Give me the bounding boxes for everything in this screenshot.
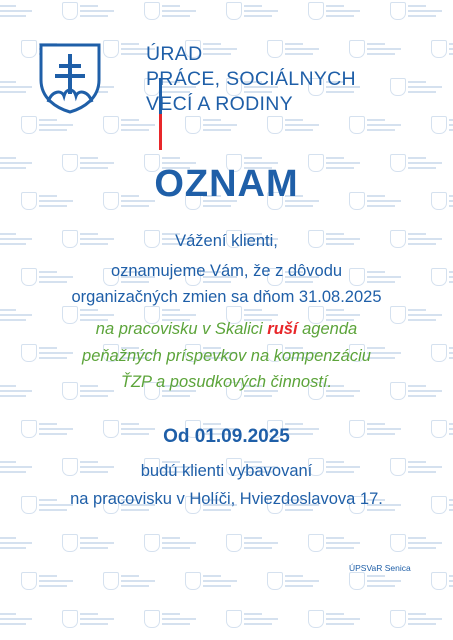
watermark-logo bbox=[62, 2, 120, 22]
watermark-logo bbox=[226, 2, 284, 22]
watermark-logo bbox=[390, 2, 448, 22]
watermark-logo bbox=[185, 572, 243, 592]
watermark-logo bbox=[226, 610, 284, 630]
watermark-logo bbox=[390, 610, 448, 630]
watermark-logo bbox=[308, 2, 366, 22]
watermark-logo bbox=[144, 2, 202, 22]
notice-text-line: organizačných zmien sa dňom 31.08.2025 bbox=[71, 288, 382, 306]
watermark-logo bbox=[308, 534, 366, 554]
watermark-logo bbox=[21, 572, 79, 592]
watermark-logo bbox=[0, 610, 38, 630]
header bbox=[38, 40, 418, 152]
notice-text-line: peňažných príspevkov na kompenzáciu bbox=[82, 347, 371, 365]
notice-text-part: na pracovisku v Skalici bbox=[95, 320, 268, 338]
notice-text-line: na pracovisku v Holíči, Hviezdoslavova 17. bbox=[70, 490, 383, 508]
slovak-coat-of-arms-icon bbox=[38, 42, 102, 114]
signature: ÚPSVaR Senica bbox=[349, 563, 411, 573]
org-name bbox=[146, 42, 356, 117]
effective-date: Od 01.09.2025 bbox=[163, 426, 290, 447]
watermark-logo bbox=[390, 534, 448, 554]
watermark-logo bbox=[0, 2, 38, 22]
notice-text-line: budú klienti vybavovaní bbox=[140, 462, 313, 480]
watermark-logo bbox=[349, 572, 407, 592]
greeting: Vážení klienti, bbox=[175, 232, 278, 250]
org-name-line: VECÍ A RODINY bbox=[146, 93, 293, 115]
watermark-logo bbox=[0, 534, 38, 554]
watermark-logo bbox=[431, 40, 453, 60]
watermark-logo bbox=[0, 78, 38, 98]
watermark-logo bbox=[103, 572, 161, 592]
watermark-logo bbox=[308, 610, 366, 630]
watermark-logo bbox=[267, 572, 325, 592]
watermark-logo bbox=[62, 534, 120, 554]
notice-text-line: ŤZP a posudkových činností. bbox=[120, 373, 333, 391]
watermark-logo bbox=[144, 610, 202, 630]
watermark-logo bbox=[431, 572, 453, 592]
notice-text-part: agenda bbox=[297, 320, 358, 338]
org-name-line: PRÁCE, SOCIÁLNYCH bbox=[146, 68, 356, 90]
org-name-line: ÚRAD bbox=[146, 43, 203, 65]
notice-text-line: oznamujeme Vám, že z dôvodu bbox=[110, 262, 343, 280]
notice-text-line bbox=[0, 320, 453, 339]
watermark-logo bbox=[62, 610, 120, 630]
notice-title: OZNAM bbox=[154, 163, 299, 205]
watermark-logo bbox=[431, 116, 453, 136]
watermark-logo bbox=[226, 534, 284, 554]
emphasis-word: ruší bbox=[267, 320, 298, 338]
watermark-logo bbox=[144, 534, 202, 554]
